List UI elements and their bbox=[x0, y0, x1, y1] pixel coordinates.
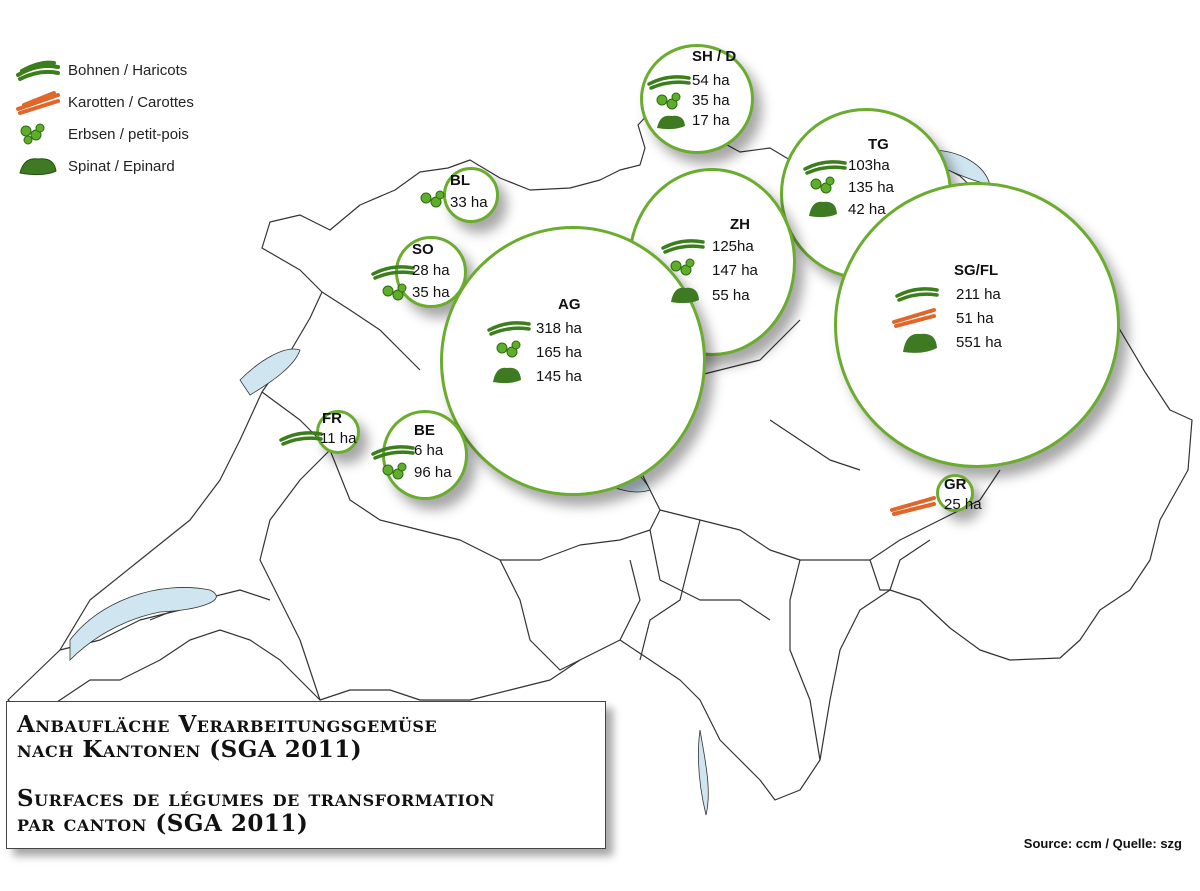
lake-maggiore bbox=[698, 730, 708, 815]
beans-icon bbox=[486, 316, 532, 336]
canton-border bbox=[790, 560, 820, 760]
value-sh-beans: 54 ha bbox=[692, 72, 730, 89]
lake-neuchatel bbox=[240, 349, 300, 395]
legend-item-carrots bbox=[14, 86, 194, 118]
legend-label: Spinat / Epinard bbox=[68, 157, 175, 175]
canton-label-ag: AG bbox=[558, 296, 581, 313]
canton-label-be: BE bbox=[414, 422, 435, 439]
beans-icon bbox=[370, 440, 416, 460]
beans-icon bbox=[370, 260, 416, 280]
canton-border bbox=[770, 420, 860, 470]
spinach-icon bbox=[900, 330, 940, 356]
value-so-beans: 28 ha bbox=[412, 262, 450, 279]
canton-label-tg: TG bbox=[868, 136, 889, 153]
value-sg-carrots: 51 ha bbox=[956, 310, 994, 327]
spinach-icon bbox=[490, 364, 524, 386]
canton-border bbox=[650, 530, 770, 620]
value-sh-peas: 35 ha bbox=[692, 92, 730, 109]
canton-border bbox=[500, 560, 580, 670]
peas-icon bbox=[808, 176, 838, 196]
carrots-icon bbox=[14, 89, 62, 115]
peas-icon bbox=[654, 92, 684, 112]
bubble-ag[interactable] bbox=[440, 226, 706, 496]
legend-item-spinach bbox=[14, 150, 194, 182]
beans-icon bbox=[278, 426, 324, 446]
value-sh-spinach: 17 ha bbox=[692, 112, 730, 129]
value-sg-spinach: 551 ha bbox=[956, 334, 1002, 351]
value-tg-beans: 103ha bbox=[848, 157, 890, 174]
value-be-beans: 6 ha bbox=[414, 442, 444, 459]
source-credit: Source: ccm / Quelle: szg bbox=[1023, 836, 1182, 851]
spinach-icon bbox=[654, 112, 688, 132]
beans-icon bbox=[660, 234, 706, 254]
carrots-icon bbox=[890, 304, 938, 328]
canton-label-sg: SG/FL bbox=[954, 262, 999, 279]
value-tg-peas: 135 ha bbox=[848, 179, 894, 196]
value-zh-beans: 125ha bbox=[712, 238, 754, 255]
legend-label: Bohnen / Haricots bbox=[68, 61, 188, 79]
value-fr-beans: 11 ha bbox=[320, 430, 357, 447]
canton-label-zh: ZH bbox=[730, 216, 750, 233]
beans-icon bbox=[894, 282, 940, 302]
title-fr-line1: Surfaces de légumes de transformation bbox=[17, 785, 495, 812]
value-bl-peas: 33 ha bbox=[450, 194, 488, 211]
peas-icon bbox=[14, 121, 62, 147]
title-fr-line2: par canton (SGA 2011) bbox=[17, 810, 309, 837]
value-tg-spinach: 42 ha bbox=[848, 201, 886, 218]
canton-border bbox=[890, 540, 930, 590]
beans-icon bbox=[646, 70, 692, 90]
value-ag-beans: 318 ha bbox=[536, 320, 582, 337]
canton-border bbox=[620, 560, 640, 640]
value-zh-peas: 147 ha bbox=[712, 262, 758, 279]
canton-label-bl: BL bbox=[450, 172, 470, 189]
legend-label: Erbsen / petit-pois bbox=[68, 125, 189, 143]
canton-border bbox=[870, 560, 890, 590]
beans-icon bbox=[14, 57, 62, 83]
peas-icon bbox=[418, 190, 448, 210]
canton-label-so: SO bbox=[412, 241, 434, 258]
canton-label-sh: SH / D bbox=[692, 48, 737, 65]
value-ag-peas: 165 ha bbox=[536, 344, 582, 361]
carrots-icon bbox=[888, 492, 938, 516]
value-so-peas: 35 ha bbox=[412, 284, 450, 301]
spinach-icon bbox=[806, 198, 840, 220]
canton-border bbox=[322, 292, 420, 370]
spinach-icon bbox=[14, 153, 62, 179]
beans-icon bbox=[802, 155, 848, 175]
title-box bbox=[6, 701, 606, 849]
value-be-peas: 96 ha bbox=[414, 464, 452, 481]
value-gr-carrots: 25 ha bbox=[944, 496, 982, 513]
legend-item-beans bbox=[14, 54, 194, 86]
peas-icon bbox=[668, 258, 698, 278]
peas-icon bbox=[380, 462, 410, 482]
value-sg-beans: 211 ha bbox=[956, 286, 1001, 303]
value-zh-spinach: 55 ha bbox=[712, 287, 750, 304]
legend bbox=[14, 54, 194, 182]
canton-border bbox=[640, 520, 700, 660]
canton-label-fr: FR bbox=[322, 410, 342, 427]
canton-border bbox=[260, 450, 330, 700]
title-de-line1: Anbaufläche Verarbeitungsgemüse bbox=[17, 711, 438, 738]
value-ag-spinach: 145 ha bbox=[536, 368, 582, 385]
peas-icon bbox=[380, 283, 410, 303]
legend-item-peas bbox=[14, 118, 194, 150]
spinach-icon bbox=[668, 284, 702, 306]
peas-icon bbox=[494, 340, 524, 360]
title-de-line2: nach Kantonen (SGA 2011) bbox=[17, 736, 363, 763]
legend-label: Karotten / Carottes bbox=[68, 93, 194, 111]
canton-label-gr: GR bbox=[944, 476, 967, 493]
